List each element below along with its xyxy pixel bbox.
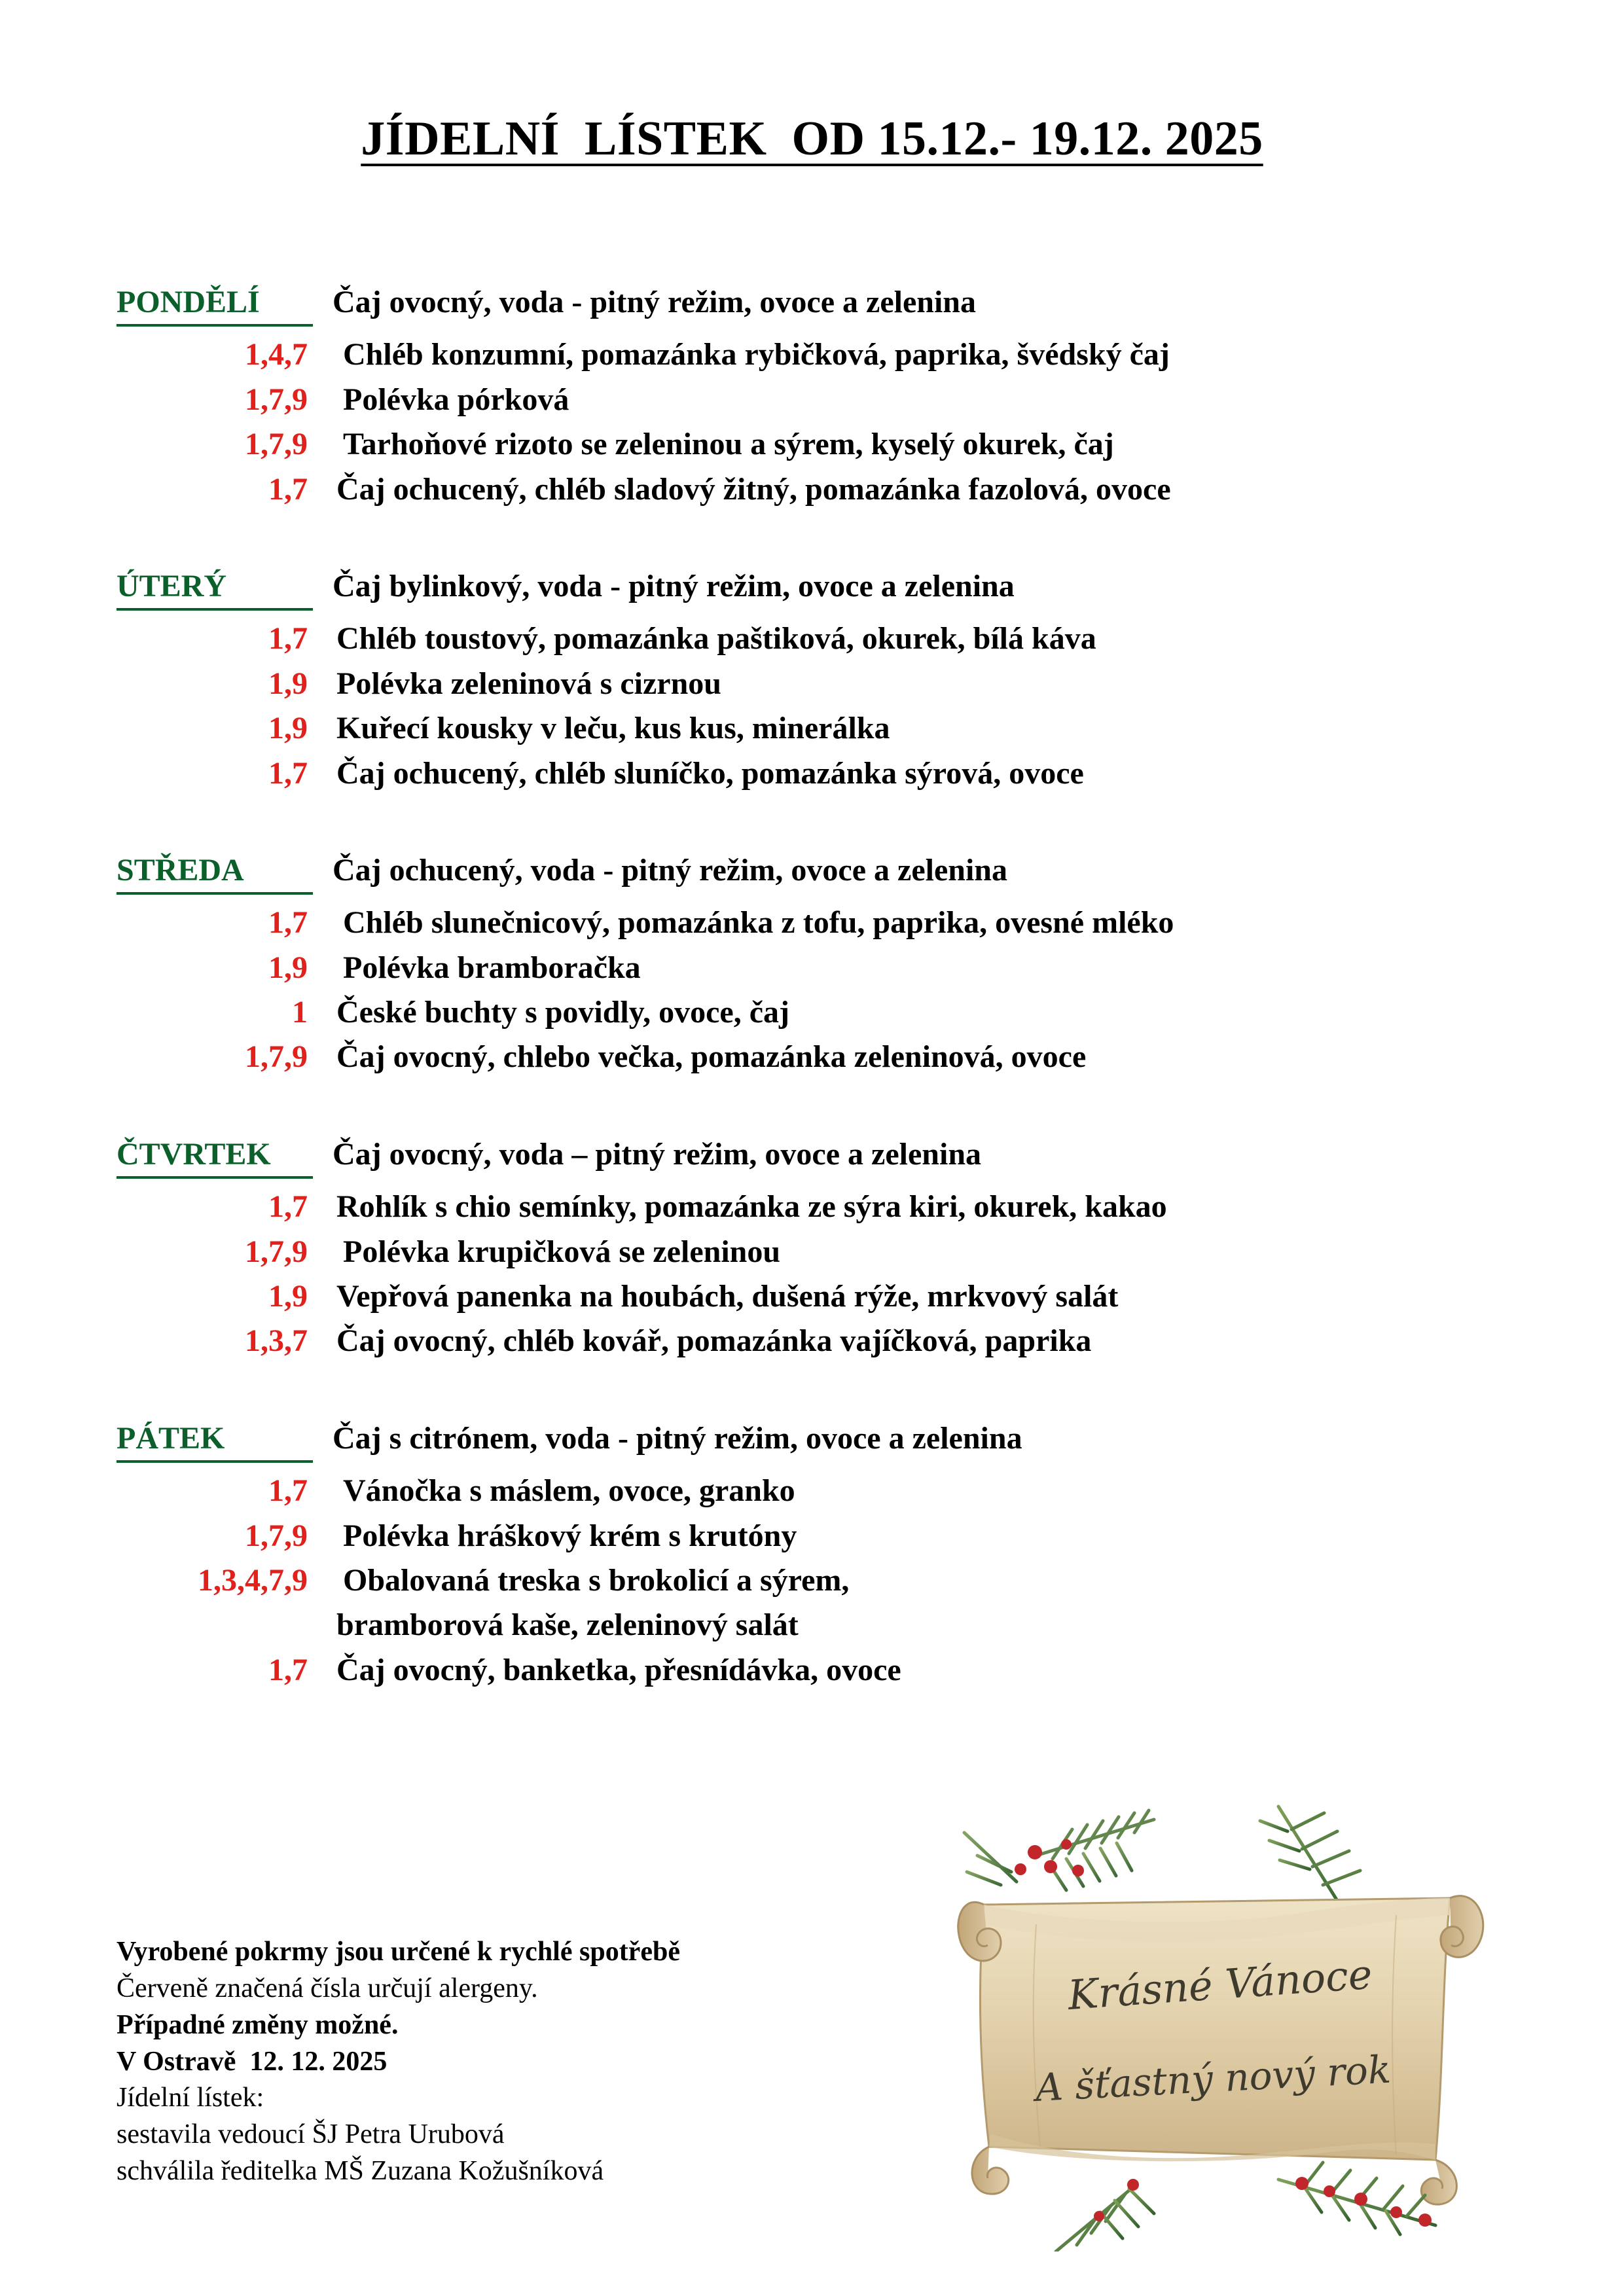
footer-line-changes-possible: Případné změny možné. <box>117 2009 399 2040</box>
day-drinks-tuesday: Čaj bylinkový, voda - pitný režim, ovoce a zelenina <box>333 568 1015 603</box>
menu-item-text: Polévka krupičková se zeleninou <box>343 1234 781 1269</box>
day-name-monday: PONDĚLÍ <box>117 282 313 327</box>
christmas-scroll-decoration <box>938 1793 1547 2251</box>
allergen-codes: 1 <box>292 995 308 1030</box>
menu-row <box>117 708 1545 749</box>
pine-branch-bottom <box>1056 2162 1435 2251</box>
footer-line-menu-label: Jídelní lístek: <box>117 2083 264 2113</box>
menu-item-text: Vánočka s máslem, ovoce, granko <box>343 1473 795 1509</box>
allergen-codes: 1,3,4,7,9 <box>198 1562 308 1598</box>
allergen-codes: 1,7 <box>268 905 308 941</box>
menu-item-text: Tarhoňové rizoto se zeleninou a sýrem, kyselý okurek, čaj <box>343 427 1114 462</box>
menu-item-text: České buchty s povidly, ovoce, čaj <box>336 995 790 1030</box>
day-header-row <box>117 1134 1545 1179</box>
menu-item-text: Chléb konzumní, pomazánka rybičková, paprika, švédský čaj <box>343 337 1170 372</box>
menu-row <box>117 1187 1545 1227</box>
day-block-tuesday <box>117 566 1545 794</box>
menu-row <box>117 380 1545 420</box>
day-name-cell <box>117 282 333 327</box>
menu-row <box>117 753 1545 794</box>
menu-row <box>117 469 1545 510</box>
day-name-friday: PÁTEK <box>117 1418 313 1463</box>
allergen-codes: 1,9 <box>268 950 308 985</box>
allergen-codes: 1,7,9 <box>245 1234 308 1269</box>
menu-item-text: Čaj ovocný, chléb kovář, pomazánka vajíčková, paprika <box>336 1323 1092 1359</box>
menu-row <box>117 1516 1545 1556</box>
menu-item-text-continued: bramborová kaše, zeleninový salát <box>336 1607 799 1643</box>
menu-row <box>117 1560 1545 1601</box>
allergen-codes: 1,7,9 <box>245 1039 308 1075</box>
menu-row <box>117 1471 1545 1511</box>
menu-row <box>117 992 1545 1033</box>
footer-line-approved-by: schválila ředitelka MŠ Zuzana Kožušníková <box>117 2156 604 2187</box>
day-name-cell <box>117 850 333 895</box>
menu-row <box>117 619 1545 659</box>
footer-notes <box>117 1934 902 2190</box>
allergen-codes: 1,7 <box>268 471 308 507</box>
menu-item-text: Polévka zeleninová s cizrnou <box>336 666 721 701</box>
allergen-codes: 1,7 <box>268 621 308 656</box>
allergen-codes: 1,7,9 <box>245 427 308 462</box>
footer-line-place-date: V Ostravě 12. 12. 2025 <box>117 2046 388 2077</box>
menu-item-text: Polévka pórková <box>343 382 569 417</box>
day-header-row <box>117 1418 1545 1463</box>
menu-row <box>117 1321 1545 1361</box>
day-drinks-wednesday: Čaj ochucený, voda - pitný režim, ovoce a zelenina <box>333 852 1007 888</box>
allergen-codes: 1,7 <box>268 1473 308 1509</box>
day-name-cell <box>117 566 333 611</box>
menu-row <box>117 1650 1545 1691</box>
day-name-tuesday: ÚTERÝ <box>117 566 313 611</box>
menu-row <box>117 1232 1545 1272</box>
menu-row-continuation <box>117 1605 1545 1645</box>
allergen-codes: 1,7,9 <box>245 1518 308 1553</box>
menu-row <box>117 903 1545 943</box>
allergen-codes: 1,7 <box>268 755 308 791</box>
allergen-codes: 1,7,9 <box>245 382 308 417</box>
day-block-wednesday <box>117 850 1545 1078</box>
allergen-codes-empty <box>117 1605 333 1645</box>
menu-row <box>117 1037 1545 1077</box>
day-block-friday <box>117 1418 1545 1691</box>
day-block-monday <box>117 282 1545 510</box>
allergen-codes: 1,4,7 <box>245 337 308 372</box>
menu-item-text: Vepřová panenka na houbách, dušená rýže, mrkvový salát <box>336 1279 1119 1314</box>
menu-item-text: Čaj ochucený, chléb sluníčko, pomazánka sýrová, ovoce <box>336 755 1084 791</box>
menu-item-text: Čaj ochucený, chléb sladový žitný, pomazánka fazolová, ovoce <box>336 471 1171 507</box>
day-drinks-friday: Čaj s citrónem, voda - pitný režim, ovoce a zelenina <box>333 1420 1022 1456</box>
menu-row <box>117 664 1545 704</box>
allergen-codes: 1,7 <box>268 1189 308 1225</box>
day-header-row <box>117 566 1545 611</box>
day-drinks-monday: Čaj ovocný, voda - pitný režim, ovoce a zelenina <box>333 285 976 319</box>
allergen-codes: 1,3,7 <box>245 1323 308 1359</box>
menu-item-text: Kuřecí kousky v leču, kus kus, minerálka <box>336 711 890 746</box>
day-header-row <box>117 850 1545 895</box>
menu-list <box>0 282 1624 1691</box>
allergen-codes: 1,9 <box>268 666 308 701</box>
day-name-cell <box>117 1418 333 1463</box>
footer-line-allergens-note: Červeně značená čísla určují alergeny. <box>117 1973 538 2003</box>
menu-item-text: Chléb slunečnicový, pomazánka z tofu, paprika, ovesné mléko <box>343 905 1174 941</box>
footer-line-quick-consumption: Vyrobené pokrmy jsou určené k rychlé spotřebě <box>117 1937 680 1967</box>
menu-row <box>117 334 1545 375</box>
menu-item-text: Polévka hráškový krém s krutóny <box>343 1518 797 1553</box>
menu-row <box>117 948 1545 988</box>
parchment-scroll <box>958 1896 1483 2204</box>
menu-item-text: Chléb toustový, pomazánka paštiková, okurek, bílá káva <box>336 621 1096 656</box>
page-title: JÍDELNÍ LÍSTEK OD 15.12.- 19.12. 2025 <box>361 112 1263 166</box>
menu-item-text: Polévka bramboračka <box>343 950 641 985</box>
scroll-greeting-line1: Krásné Vánoce <box>1066 1950 1374 2019</box>
allergen-codes: 1,9 <box>268 1279 308 1314</box>
menu-item-text: Čaj ovocný, banketka, přesnídávka, ovoce <box>336 1652 901 1687</box>
day-name-cell <box>117 1134 333 1179</box>
menu-item-text: Čaj ovocný, chlebo večka, pomazánka zeleninová, ovoce <box>336 1039 1087 1075</box>
allergen-codes: 1,9 <box>268 711 308 746</box>
day-header-row <box>117 282 1545 327</box>
menu-row <box>117 424 1545 465</box>
menu-item-text: Obalovaná treska s brokolicí a sýrem, <box>343 1562 850 1598</box>
allergen-codes: 1,7 <box>268 1652 308 1687</box>
day-block-thursday <box>117 1134 1545 1362</box>
menu-row <box>117 1276 1545 1317</box>
day-name-thursday: ČTVRTEK <box>117 1134 313 1179</box>
footer-line-compiled-by: sestavila vedoucí ŠJ Petra Urubová <box>117 2119 505 2150</box>
scroll-greeting-line2: A šťastný nový rok <box>1034 2047 1392 2110</box>
pine-branch-top-left <box>964 1810 1154 1890</box>
pine-branch-top-right <box>1260 1806 1360 1911</box>
day-name-wednesday: STŘEDA <box>117 850 313 895</box>
menu-item-text: Rohlík s chio semínky, pomazánka ze sýra kiri, okurek, kakao <box>336 1189 1167 1225</box>
day-drinks-thursday: Čaj ovocný, voda – pitný režim, ovoce a zelenina <box>333 1136 982 1172</box>
